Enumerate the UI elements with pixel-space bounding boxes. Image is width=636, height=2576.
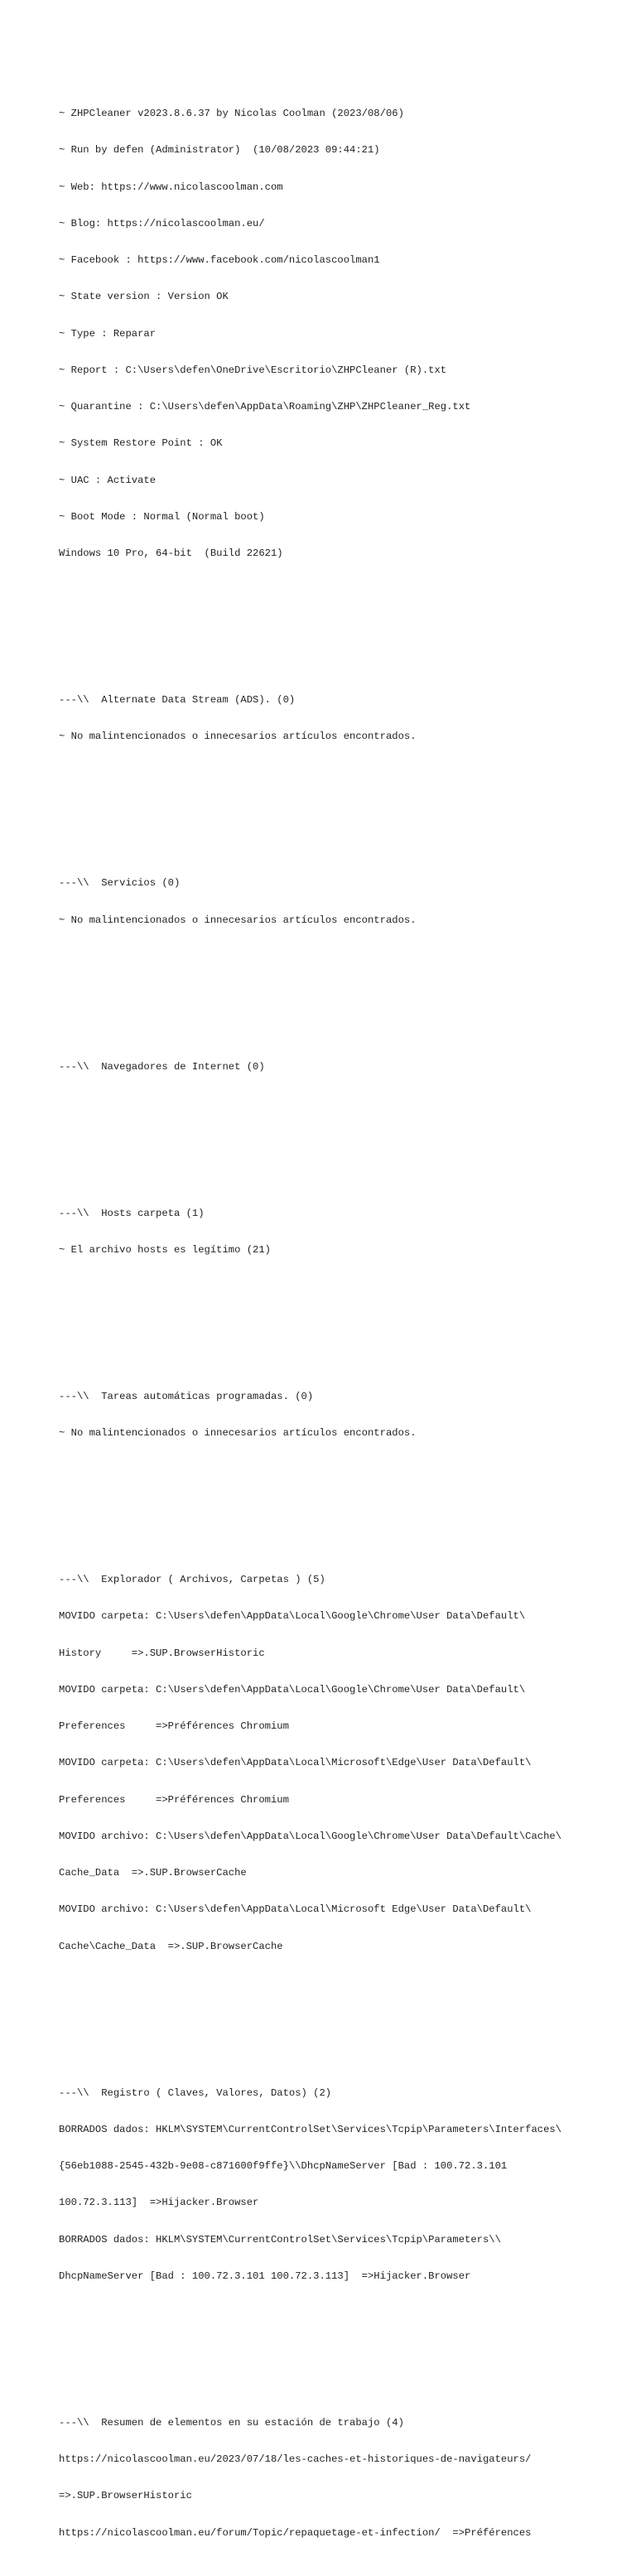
section-line: Cache_Data =>.SUP.BrowserCache xyxy=(59,1867,247,1879)
section-spacer xyxy=(59,1317,605,1342)
section-line: MOVIDO archivo: C:\Users\defen\AppData\Local\Microsoft Edge\User Data\Default\ xyxy=(59,1903,532,1916)
section-line: MOVIDO carpeta: C:\Users\defen\AppData\Local\Google\Chrome\User Data\Default\ xyxy=(59,1683,526,1696)
section-spacer xyxy=(59,804,605,829)
section-line: ~ No malintencionados o innecesarios artículos encontrados. xyxy=(59,731,417,743)
section-line: ~ No malintencionados o innecesarios artículos encontrados. xyxy=(59,1427,417,1439)
section-line: =>.SUP.BrowserHistoric xyxy=(59,2490,192,2502)
section-ads xyxy=(59,670,605,768)
section-title: ---\\ Navegadores de Internet (0) xyxy=(59,1060,265,1073)
section-hosts xyxy=(59,1183,605,1281)
section-line: https://nicolascoolman.eu/forum/Topic/repaquetage-et-infection/ =>Préférences xyxy=(59,2526,532,2539)
section-title: ---\\ Alternate Data Stream (ADS). (0) xyxy=(59,694,296,706)
section-servicios xyxy=(59,853,605,951)
header-line: ~ ZHPCleaner v2023.8.6.37 by Nicolas Coolman (2023/08/06) xyxy=(59,108,404,119)
section-line: DhcpNameServer [Bad : 100.72.3.101 100.72.3.113] =>Hijacker.Browser xyxy=(59,2270,471,2282)
section-line: History =>.SUP.BrowserHistoric xyxy=(59,1647,265,1659)
section-title: ---\\ Hosts carpeta (1) xyxy=(59,1207,205,1219)
section-tareas xyxy=(59,1366,605,1464)
section-line: MOVIDO carpeta: C:\Users\defen\AppData\Local\Google\Chrome\User Data\Default\ xyxy=(59,1610,526,1623)
section-title: ---\\ Explorador ( Archivos, Carpetas ) (5) xyxy=(59,1574,325,1585)
section-title: ---\\ Registro ( Claves, Valores, Datos) (2) xyxy=(59,2086,332,2099)
header-line: ~ Quarantine : C:\Users\defen\AppData\Roaming\ZHP\ZHPCleaner_Reg.txt xyxy=(59,401,471,412)
section-registro xyxy=(59,2062,605,2307)
section-line: MOVIDO carpeta: C:\Users\defen\AppData\Local\Microsoft\Edge\User Data\Default\ xyxy=(59,1757,532,1769)
header-line: Windows 10 Pro, 64-bit (Build 22621) xyxy=(59,548,283,559)
section-line: BORRADOS dados: HKLM\SYSTEM\CurrentControlSet\Services\Tcpip\Parameters\\ xyxy=(59,2233,501,2246)
section-spacer xyxy=(59,987,605,1012)
header-line: ~ State version : Version OK xyxy=(59,291,229,303)
section-line: {56eb1088-2545-432b-9e08-c871600f9ffe}\\DhcpNameServer [Bad : 100.72.3.101 xyxy=(59,2160,508,2172)
report-header xyxy=(59,84,605,585)
section-title: ---\\ Resumen de elementos en su estación de trabajo (4) xyxy=(59,2416,404,2429)
section-line: ~ El archivo hosts es legítimo (21) xyxy=(59,1243,271,1256)
header-line: ~ Report : C:\Users\defen\OneDrive\Escritorio\ZHPCleaner (R).txt xyxy=(59,364,447,376)
section-spacer xyxy=(59,621,605,646)
header-line: ~ Boot Mode : Normal (Normal boot) xyxy=(59,510,265,523)
header-line: ~ Facebook : https://www.facebook.com/nicolascoolman1 xyxy=(59,254,380,266)
header-line: ~ Run by defen (Administrator) (10/08/2023 09:44:21) xyxy=(59,144,380,157)
section-navegadores xyxy=(59,1036,605,1097)
header-line: ~ Web: https://www.nicolascoolman.com xyxy=(59,181,283,193)
header-line: ~ System Restore Point : OK xyxy=(59,437,223,450)
section-resumen xyxy=(59,2392,605,2564)
header-line: ~ UAC : Activate xyxy=(59,474,157,486)
header-line: ~ Type : Reparar xyxy=(59,327,157,340)
section-spacer xyxy=(59,2014,605,2038)
zhpcleaner-report xyxy=(59,59,605,2576)
section-spacer xyxy=(59,1501,605,1526)
section-spacer xyxy=(59,2343,605,2368)
section-line: Preferences =>Préférences Chromium xyxy=(59,1793,289,1806)
header-line: ~ Blog: https://nicolascoolman.eu/ xyxy=(59,217,265,229)
section-line: MOVIDO archivo: C:\Users\defen\AppData\Local\Google\Chrome\User Data\Default\Cache\ xyxy=(59,1830,562,1842)
section-title: ---\\ Servicios (0) xyxy=(59,877,181,890)
section-line: Preferences =>Préférences Chromium xyxy=(59,1720,289,1732)
section-line: 100.72.3.113] =>Hijacker.Browser xyxy=(59,2197,259,2209)
section-title: ---\\ Tareas automáticas programadas. (0) xyxy=(59,1390,314,1402)
section-line: BORRADOS dados: HKLM\SYSTEM\CurrentControlSet\Services\Tcpip\Parameters\Interfaces\ xyxy=(59,2123,562,2135)
section-line: https://nicolascoolman.eu/2023/07/18/les-caches-et-historiques-de-navigateurs/ xyxy=(59,2453,532,2465)
section-explorador xyxy=(59,1550,605,1977)
section-line: Cache\Cache_Data =>.SUP.BrowserCache xyxy=(59,1940,283,1952)
section-spacer xyxy=(59,1134,605,1159)
section-line: ~ No malintencionados o innecesarios artículos encontrados. xyxy=(59,914,417,926)
